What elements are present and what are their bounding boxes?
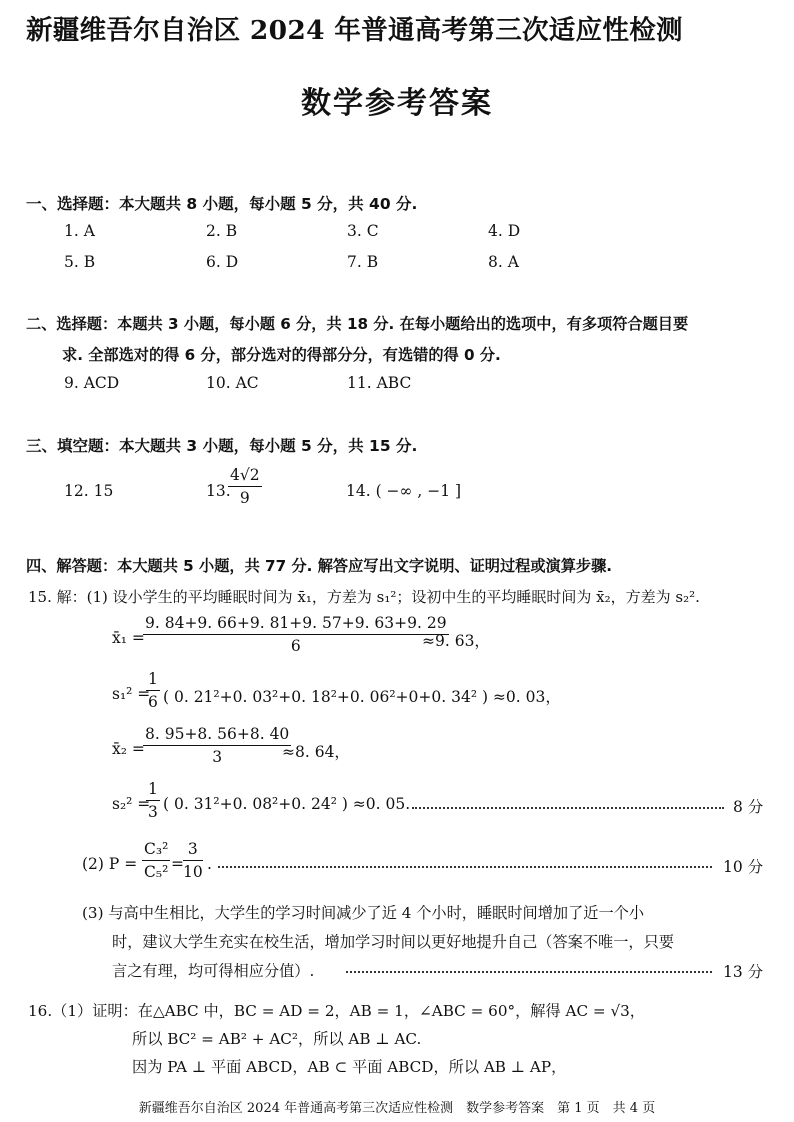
section2-heading-line1: 二、选择题：本题共 3 小题，每小题 6 分，共 18 分. 在每小题给出的选项中，有多项符合题目要 xyxy=(26,315,689,333)
score-10: 10 分 xyxy=(723,858,764,876)
score-13: 13 分 xyxy=(723,963,764,981)
document-subtitle: 数学参考答案 xyxy=(301,86,493,121)
section2-heading-line2: 求. 全部选对的得 6 分，部分选对的得部分分，有选错的得 0 分. xyxy=(62,346,501,364)
q15-p2-combination xyxy=(142,840,170,881)
q15-mean1-fraction xyxy=(143,614,449,655)
q15-p3-line2: 时，建议大学生充实在校生活，增加学习时间以更好地提升自己（答案不唯一，只要 xyxy=(112,933,674,951)
q16-line3: 因为 PA ⊥ 平面 ABCD，AB ⊂ 平面 ABCD，所以 AB ⊥ AP， xyxy=(132,1058,567,1076)
q15-mean2-denominator: 3 xyxy=(212,748,223,766)
q15-var1-lhs: s₁² = xyxy=(112,685,151,703)
q15-mean1-denominator: 6 xyxy=(290,637,301,655)
answer-7: 7. B xyxy=(347,253,379,271)
q16-line1: 16.（1）证明：在△ABC 中，BC = AD = 2，AB = 1，∠ABC = 60°，解得 AC = √3， xyxy=(28,1002,645,1020)
answer-13-numerator: 4√2 xyxy=(228,466,262,487)
answer-10: 10. AC xyxy=(206,374,259,392)
q15-mean1-lhs: x̄₁ = xyxy=(112,629,145,647)
page-footer: 新疆维吾尔自治区 2024 年普通高考第三次适应性检测 数学参考答案 第 1 页 共 4 页 xyxy=(138,1101,656,1116)
answer-13-denominator: 9 xyxy=(239,489,250,507)
q15-var1-coef-denominator: 6 xyxy=(148,693,158,711)
document-title: 新疆维吾尔自治区 2024 年普通高考第三次适应性检测 xyxy=(26,15,683,46)
q15-var1-coef xyxy=(146,670,160,711)
answer-9: 9. ACD xyxy=(64,374,120,392)
score-8: 8 分 xyxy=(733,798,764,816)
answer-6: 6. D xyxy=(206,253,239,271)
answer-11: 11. ABC xyxy=(347,374,412,392)
answer-4: 4. D xyxy=(488,222,521,240)
answer-1: 1. A xyxy=(64,222,95,240)
answer-8: 8. A xyxy=(488,253,519,271)
section1-heading: 一、选择题：本大题共 8 小题，每小题 5 分，共 40 分. xyxy=(26,195,418,213)
q15-p3-line1: (3) 与高中生相比，大学生的学习时间减少了近 4 个小时，睡眠时间增加了近一个小 xyxy=(82,904,645,922)
q15-intro: 15. 解：(1) 设小学生的平均睡眠时间为 x̄₁，方差为 s₁²；设初中生的平均睡眠时间为 x̄₂，方差为 s₂². xyxy=(28,588,700,606)
score-leader-dots xyxy=(346,971,712,973)
q15-p3-line3: 言之有理，均可得相应分值）. xyxy=(112,962,315,980)
q15-var1-coef-numerator: 1 xyxy=(146,670,160,691)
section3-heading: 三、填空题：本大题共 3 小题，每小题 5 分，共 15 分. xyxy=(26,437,418,455)
q15-mean2-lhs: x̄₂ = xyxy=(112,740,145,758)
section4-heading: 四、解答题：本大题共 5 小题，共 77 分. 解答应写出文字说明、证明过程或演算步骤. xyxy=(26,557,613,575)
answer-5: 5. B xyxy=(64,253,96,271)
q15-mean2-fraction xyxy=(143,725,291,766)
q15-var2-coef xyxy=(146,780,160,821)
q16-line2: 所以 BC² = AB² + AC²，所以 AB ⊥ AC. xyxy=(132,1030,422,1048)
answer-13-label: 13. xyxy=(206,482,231,500)
q15-var2-lhs: s₂² = xyxy=(112,795,151,813)
q15-mean2-numerator: 8. 95+8. 56+8. 40 xyxy=(143,725,291,746)
q15-var2-coef-denominator: 3 xyxy=(148,803,158,821)
q15-var2-coef-numerator: 1 xyxy=(146,780,160,801)
q15-p2-result xyxy=(183,840,203,881)
score-leader-dots xyxy=(218,866,712,868)
q15-p2-equals: = xyxy=(171,855,184,873)
answer-13-fraction xyxy=(228,466,262,507)
q15-var1-expression: ( 0. 21²+0. 03²+0. 18²+0. 06²+0+0. 34² ) ≈0. 03， xyxy=(163,688,561,706)
answer-12: 12. 15 xyxy=(64,482,114,500)
q15-var2-expression: ( 0. 31²+0. 08²+0. 24² ) ≈0. 05. xyxy=(163,795,411,813)
q15-p2-comb-numerator: C₃² xyxy=(142,840,170,861)
q15-mean1-result: ≈9. 63， xyxy=(422,632,490,650)
q15-mean2-result: ≈8. 64， xyxy=(282,743,350,761)
q15-p2-result-numerator: 3 xyxy=(183,840,203,861)
q15-p2-period: . xyxy=(207,855,212,873)
score-leader-dots xyxy=(412,807,724,809)
answer-14: 14. ( −∞ , −1 ] xyxy=(346,482,462,500)
answer-2: 2. B xyxy=(206,222,238,240)
answer-3: 3. C xyxy=(347,222,379,240)
q15-mean1-numerator: 9. 84+9. 66+9. 81+9. 57+9. 63+9. 29 xyxy=(143,614,449,635)
q15-p2-lhs: (2) P = xyxy=(82,855,138,873)
q15-p2-comb-denominator: C₅² xyxy=(144,863,169,881)
q15-p2-result-denominator: 10 xyxy=(183,863,203,881)
